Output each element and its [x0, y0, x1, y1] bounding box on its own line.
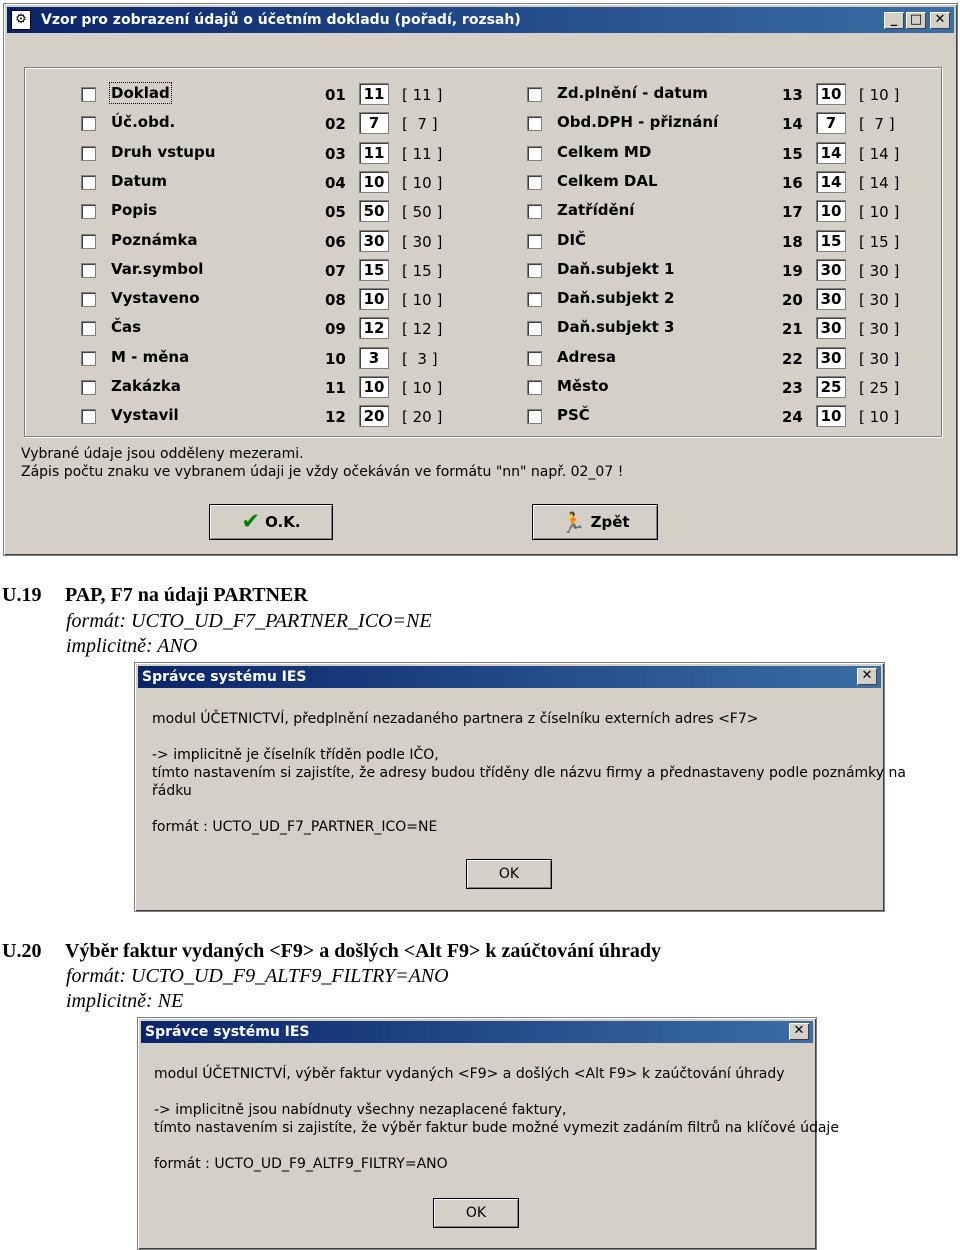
- field-default-length: [ 14 ]: [859, 144, 900, 163]
- message-line-4: formát : UCTO_UD_F9_ALTF9_FILTRY=ANO: [154, 1156, 448, 1172]
- field-length-input[interactable]: 7: [816, 112, 846, 134]
- message-line-5: formát : UCTO_UD_F7_PARTNER_ICO=NE: [152, 819, 438, 835]
- field-order-number: 16: [782, 173, 803, 192]
- field-length-input[interactable]: 10: [816, 405, 846, 427]
- field-default-length: [ 15 ]: [402, 261, 443, 280]
- field-label: Úč.obd.: [111, 113, 176, 132]
- dialog-title: Správce systému IES: [142, 669, 307, 685]
- ok-button-label: O.K.: [265, 513, 301, 531]
- layout-dialog: [3, 3, 958, 556]
- message-line-3: tímto nastavením si zajistíte, že výběr faktur bude možné vymezit zadáním filtrů na klíčové údaje: [154, 1120, 839, 1136]
- message-dialog: [134, 662, 906, 912]
- field-row: [25, 288, 925, 312]
- note-line-2: Zápis počtu znaku ve vybranem údaji je vždy očekáván ve formátu "nn" např. 02_07 !: [21, 464, 624, 480]
- field-length-input[interactable]: 10: [359, 376, 389, 398]
- field-label: Var.symbol: [111, 259, 204, 278]
- section-number: U.19: [2, 584, 42, 606]
- field-row: [25, 347, 925, 371]
- field-default-length: [ 50 ]: [402, 203, 443, 222]
- field-default-length: [ 10 ]: [859, 86, 900, 104]
- field-row: [25, 317, 925, 341]
- field-default-length: [ 15 ]: [859, 232, 900, 251]
- field-checkbox[interactable]: [527, 263, 542, 278]
- field-length-input[interactable]: 14: [816, 171, 846, 193]
- field-label: Zd.plnění - datum: [557, 84, 708, 102]
- field-order-number: 08: [325, 291, 346, 310]
- field-row: [25, 171, 925, 195]
- field-order-number: 23: [782, 379, 803, 397]
- field-checkbox[interactable]: [527, 146, 542, 161]
- field-label: Daň.subjekt 2: [557, 289, 675, 308]
- field-order-number: 14: [782, 115, 803, 134]
- dialog-title: Správce systému IES: [145, 1024, 310, 1040]
- message-line-4: řádku: [152, 783, 192, 799]
- field-order-number: 13: [782, 86, 803, 104]
- field-length-input[interactable]: 30: [816, 347, 846, 369]
- field-checkbox[interactable]: [527, 321, 542, 336]
- field-order-number: 04: [325, 173, 346, 192]
- field-row: [25, 200, 925, 224]
- field-order-number: 24: [782, 408, 803, 427]
- field-length-input[interactable]: 11: [359, 83, 389, 105]
- field-label: Druh vstupu: [111, 142, 216, 161]
- field-checkbox[interactable]: [527, 116, 542, 131]
- field-default-length: [ 10 ]: [859, 203, 900, 222]
- field-order-number: 22: [782, 349, 803, 368]
- field-default-length: [ 30 ]: [402, 232, 443, 251]
- field-checkbox[interactable]: [527, 87, 542, 102]
- field-row: [25, 376, 925, 400]
- default-line: implicitně: NE: [66, 990, 184, 1012]
- default-line: implicitně: ANO: [66, 635, 198, 657]
- back-button-label: Zpět: [590, 513, 630, 531]
- field-row: [25, 83, 925, 107]
- field-default-length: [ 30 ]: [859, 261, 900, 280]
- field-label: Poznámka: [111, 230, 198, 249]
- field-order-number: 19: [782, 261, 803, 280]
- message-line-1: modul ÚČETNICTVÍ, výběr faktur vydaných <F9> a došlých <Alt F9> k zaúčtování úhrady: [154, 1066, 785, 1082]
- message-line-2: -> implicitně je číselník tříděn podle IČO,: [152, 747, 439, 763]
- minimize-icon[interactable]: _: [884, 12, 904, 29]
- field-default-length: [ 7 ]: [859, 115, 895, 134]
- field-label: Město: [557, 377, 609, 395]
- field-checkbox[interactable]: [527, 204, 542, 219]
- fields-group: [24, 67, 942, 437]
- field-order-number: 18: [782, 232, 803, 251]
- section-heading: [2, 584, 308, 607]
- field-label: M - měna: [111, 347, 190, 366]
- field-label: PSČ: [557, 406, 590, 425]
- field-default-length: [ 30 ]: [859, 349, 900, 368]
- field-label: Popis: [111, 201, 158, 220]
- field-default-length: [ 3 ]: [402, 349, 438, 368]
- app-icon: ⚙: [11, 10, 31, 30]
- field-order-number: 11: [325, 379, 346, 397]
- field-length-input[interactable]: 11: [359, 142, 389, 164]
- field-label: Celkem MD: [557, 142, 652, 161]
- field-order-number: 06: [325, 232, 346, 251]
- field-length-input[interactable]: 12: [359, 317, 389, 339]
- field-label: Obd.DPH - přiznání: [557, 113, 719, 132]
- field-order-number: 21: [782, 320, 803, 339]
- field-length-input[interactable]: 25: [816, 376, 846, 398]
- field-checkbox[interactable]: [527, 234, 542, 249]
- close-icon[interactable]: ✕: [789, 1023, 809, 1040]
- field-label: Vystaveno: [111, 289, 200, 308]
- field-label: Daň.subjekt 3: [557, 318, 675, 337]
- message-line-1: modul ÚČETNICTVÍ, předplnění nezadaného partnera z číselníku externích adres <F7>: [152, 711, 759, 727]
- field-label: Daň.subjekt 1: [557, 259, 675, 278]
- field-order-number: 01: [325, 86, 346, 104]
- field-length-input[interactable]: 10: [359, 288, 389, 310]
- field-length-input[interactable]: 10: [359, 171, 389, 193]
- field-order-number: 05: [325, 203, 346, 222]
- close-icon[interactable]: ✕: [857, 668, 877, 685]
- field-length-input[interactable]: 10: [816, 83, 846, 105]
- field-length-input[interactable]: 20: [359, 405, 389, 427]
- field-default-length: [ 7 ]: [402, 115, 438, 134]
- field-label: Adresa: [557, 347, 616, 366]
- field-label: Doklad: [111, 84, 170, 102]
- field-row: [25, 142, 925, 166]
- field-label: Vystavil: [111, 406, 179, 425]
- check-icon: ✔: [241, 509, 260, 535]
- field-checkbox[interactable]: [527, 292, 542, 307]
- message-line-2: -> implicitně jsou nabídnuty všechny nezaplacené faktury,: [154, 1102, 567, 1118]
- field-default-length: [ 11 ]: [402, 86, 443, 104]
- field-row: [25, 405, 925, 429]
- field-default-length: [ 30 ]: [859, 320, 900, 339]
- close-icon[interactable]: ✕: [930, 12, 950, 29]
- message-line-3: tímto nastavením si zajistíte, že adresy budou tříděny dle názvu firmy a přednastaveny podle poznámky na: [152, 765, 906, 781]
- field-length-input[interactable]: 14: [816, 142, 846, 164]
- field-order-number: 03: [325, 144, 346, 163]
- field-order-number: 12: [325, 408, 346, 427]
- field-default-length: [ 12 ]: [402, 320, 443, 339]
- field-checkbox[interactable]: [527, 175, 542, 190]
- field-order-number: 10: [325, 349, 346, 368]
- field-checkbox[interactable]: [527, 409, 542, 424]
- dialog-title: Vzor pro zobrazení údajů o účetním dokladu (pořadí, rozsah): [41, 12, 521, 28]
- running-man-icon: 🏃: [560, 510, 586, 535]
- field-default-length: [ 10 ]: [859, 408, 900, 427]
- field-label: Datum: [111, 171, 168, 190]
- field-length-input[interactable]: 15: [816, 230, 846, 252]
- section-number: U.20: [2, 940, 42, 962]
- field-default-length: [ 10 ]: [402, 291, 443, 310]
- field-order-number: 07: [325, 261, 346, 280]
- field-order-number: 17: [782, 203, 803, 222]
- title-bar: [7, 7, 954, 33]
- section-heading: [2, 940, 662, 963]
- field-default-length: [ 10 ]: [402, 173, 443, 192]
- ok-button[interactable]: [209, 504, 333, 540]
- field-length-input[interactable]: 30: [359, 230, 389, 252]
- field-length-input[interactable]: 3: [359, 347, 389, 369]
- note-line-1: Vybrané údaje jsou odděleny mezerami.: [21, 446, 304, 462]
- field-row: [25, 112, 925, 136]
- section-title: PAP, F7 na údaji PARTNER: [65, 584, 308, 606]
- field-length-input[interactable]: 50: [359, 200, 389, 222]
- field-length-input[interactable]: 10: [816, 200, 846, 222]
- message-dialog: [137, 1017, 839, 1250]
- field-checkbox[interactable]: [527, 351, 542, 366]
- field-label: Celkem DAL: [557, 171, 658, 190]
- field-order-number: 15: [782, 144, 803, 163]
- ok-button[interactable]: OK: [466, 859, 552, 889]
- field-length-input[interactable]: 7: [359, 112, 389, 134]
- title-bar: [138, 666, 881, 688]
- maximize-icon[interactable]: □: [906, 12, 926, 29]
- field-length-input[interactable]: 30: [816, 259, 846, 281]
- title-bar: [141, 1021, 813, 1043]
- field-default-length: [ 11 ]: [402, 144, 443, 163]
- field-length-input[interactable]: 30: [816, 317, 846, 339]
- field-default-length: [ 30 ]: [859, 291, 900, 310]
- section-title: Výběr faktur vydaných <F9> a došlých <Alt F9> k zaúčtování úhrady: [65, 940, 662, 962]
- field-default-length: [ 14 ]: [859, 173, 900, 192]
- field-default-length: [ 25 ]: [859, 379, 900, 397]
- ok-button[interactable]: OK: [433, 1198, 519, 1228]
- field-order-number: 20: [782, 291, 803, 310]
- field-label: Zatřídění: [557, 201, 635, 220]
- back-button[interactable]: [532, 504, 658, 540]
- field-row: [25, 230, 925, 254]
- field-order-number: 09: [325, 320, 346, 339]
- field-label: Zakázka: [111, 377, 181, 395]
- format-line: formát: UCTO_UD_F9_ALTF9_FILTRY=ANO: [66, 965, 449, 987]
- field-order-number: 02: [325, 115, 346, 134]
- field-default-length: [ 20 ]: [402, 408, 443, 427]
- field-checkbox[interactable]: [527, 380, 542, 395]
- field-row: [25, 259, 925, 283]
- field-label: DIČ: [557, 230, 587, 249]
- format-line: formát: UCTO_UD_F7_PARTNER_ICO=NE: [66, 610, 432, 632]
- field-label: Čas: [111, 318, 142, 337]
- field-default-length: [ 10 ]: [402, 379, 443, 397]
- field-length-input[interactable]: 15: [359, 259, 389, 281]
- field-length-input[interactable]: 30: [816, 288, 846, 310]
